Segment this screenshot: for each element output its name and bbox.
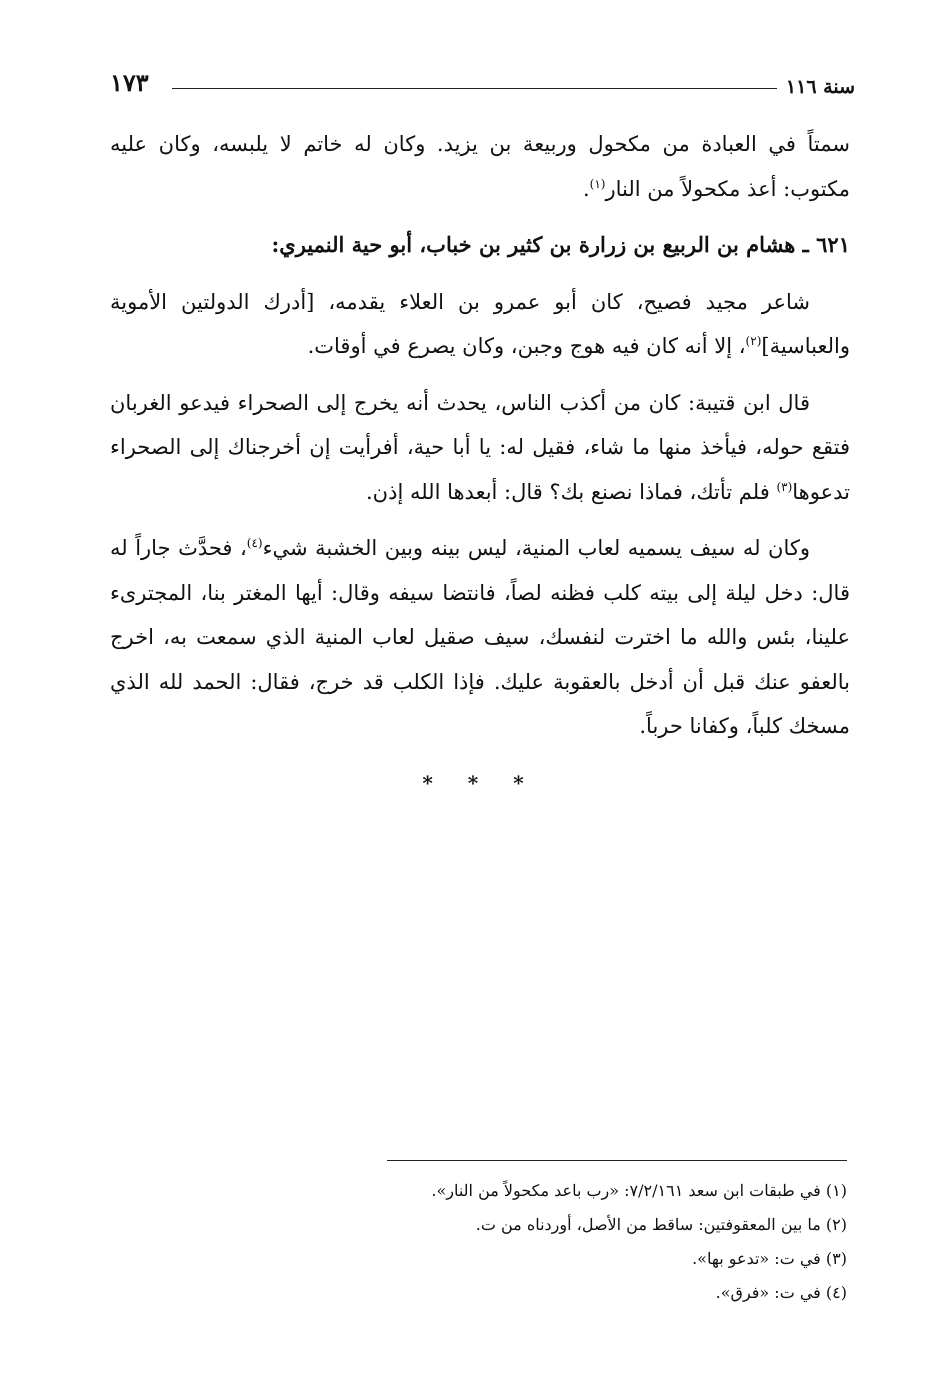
footnote-rule	[387, 1160, 847, 1161]
paragraph-3-text-b: فلم تأتك، فماذا نصنع بك؟ قال: أبعدها الله إذن.	[366, 479, 777, 504]
footnote-2: (٢) ما بين المعقوفتين: ساقط من الأصل، أوردناه من ت.	[475, 1215, 847, 1234]
body-text	[110, 122, 850, 805]
page-header	[110, 66, 855, 102]
header-rule	[172, 88, 777, 89]
running-head: سنة ١١٦	[785, 76, 855, 98]
footnote-4: (٤) في ت: «فرق».	[715, 1283, 847, 1302]
paragraph-3	[110, 381, 850, 515]
paragraph-4-text-b: ، فحدَّث جاراً له قال: دخل ليلة إلى بيته كلب فظنه لصاً، فانتضا سيفه وقال: أيها المغتر بنا، المجترىء علينا، بئس والله ما اخترت لنفسك، سيف صقيل لعاب المنية الذي سمعت به، اخرج بالعفو عنك قبل أن أدخل بالعقوبة عليك. فإذا الكلب قد خرج، فقال: الحمد لله الذي مسخك كلباً، وكفانا حرباً.	[110, 536, 850, 738]
footnote-3: (٣) في ت: «تدعو بها».	[692, 1249, 847, 1268]
paragraph-4	[110, 526, 850, 749]
paragraph-2-text-a: شاعر مجيد فصيح، كان أبو عمرو بن العلاء يقدمه، [أدرك الدولتين الأموية والعباسية]	[110, 289, 850, 358]
footnote-ref-4: (٤)	[246, 536, 263, 550]
paragraph-1	[110, 122, 850, 211]
footnote-ref-1: (١)	[589, 176, 606, 191]
paragraph-3-text-a: قال ابن قتيبة: كان من أكذب الناس، يحدث أنه يخرج إلى الصحراء فيدعو الغربان فتقع حوله، فيأخذ منها ما شاء، فقيل له: يا أبا حية، أفرأيت إن أخرجناك إلى الصحراء تدعوها	[110, 390, 850, 504]
footnote-ref-3: (٣)	[776, 479, 793, 494]
paragraph-2	[110, 280, 850, 369]
paragraph-1-end: .	[582, 176, 590, 201]
footnote-ref-2: (٢)	[745, 334, 762, 348]
paragraph-4-text-a: وكان له سيف يسميه لعاب المنية، ليس بينه وبين الخشبة شيء	[262, 536, 811, 560]
page-number: ١٧٣	[110, 68, 149, 97]
section-separator: * * *	[422, 770, 538, 795]
footnotes	[207, 1174, 847, 1310]
footnote-1: (١) في طبقات ابن سعد ٧/٢/١٦١: «رب باعد مكحولاً من النار».	[431, 1181, 847, 1200]
paragraph-2-text-b: ، إلا أنه كان فيه هوج وجبن، وكان يصرع في أوقات.	[307, 334, 746, 358]
paragraph-1-text: سمتاً في العبادة من مكحول وربيعة بن يزيد. وكان له خاتم لا يلبسه، وكان عليه مكتوب: أعذ مكحولاً من النار	[110, 132, 850, 201]
entry-heading: ٦٢١ ـ هشام بن الربيع بن زرارة بن كثير بن خباب، أبو حية النميري:	[271, 232, 850, 257]
